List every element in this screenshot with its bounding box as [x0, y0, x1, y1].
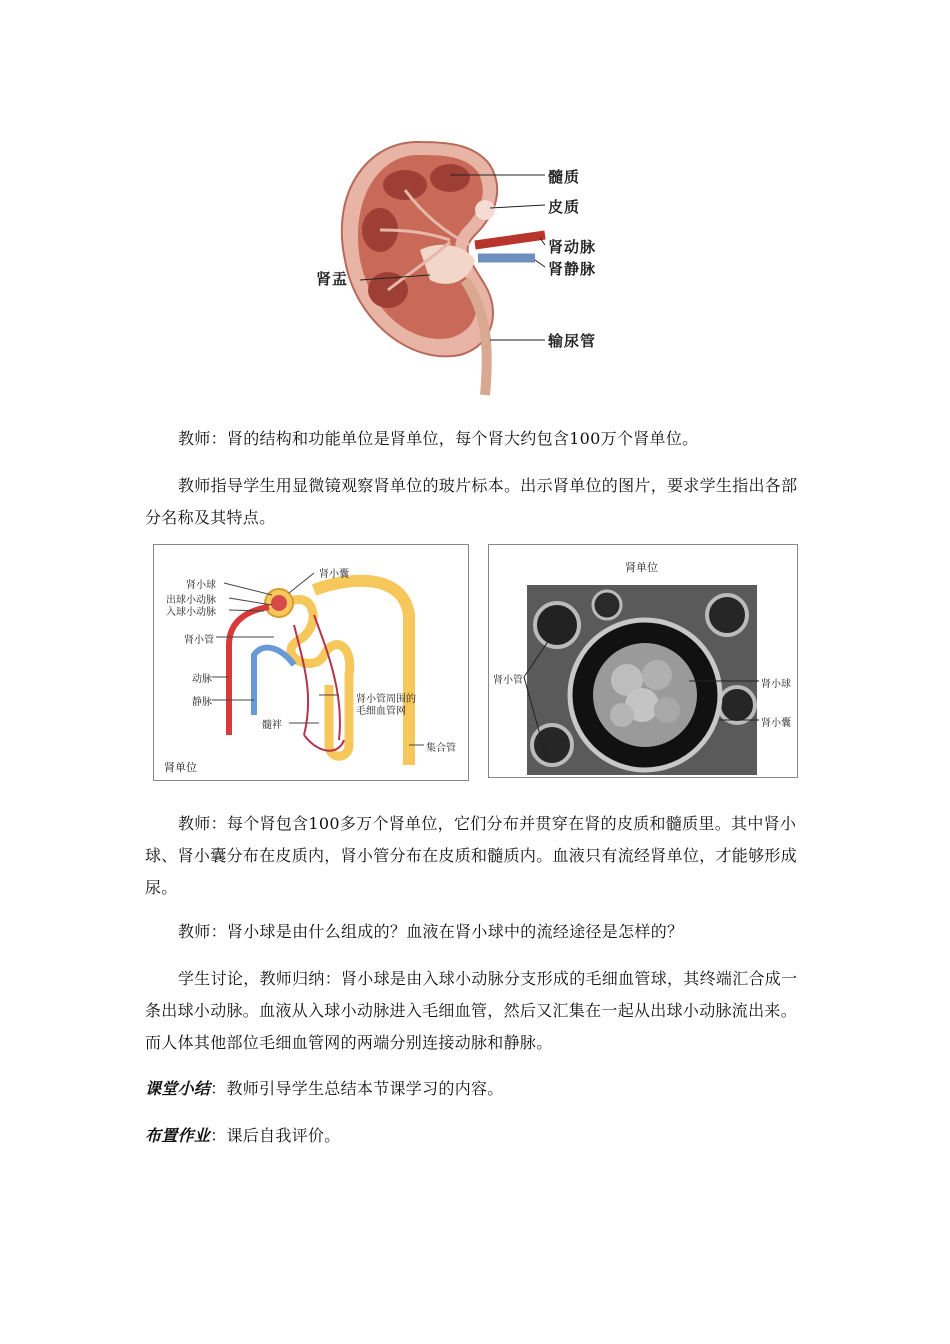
paragraph-3: 教师：每个肾包含100多万个肾单位，它们分布并贯穿在肾的皮质和髓质里。其中肾小球、肾小囊分布在皮质内，肾小管分布在皮质和髓质内。血液只有流经肾单位，才能够形成尿。	[145, 814, 798, 897]
paragraph-1: 教师：肾的结构和功能单位是肾单位，每个肾大约包含100万个肾单位。	[178, 429, 699, 448]
label-renal-vein: 肾静脉	[548, 260, 597, 278]
label-medulla: 髓质	[548, 168, 581, 186]
summary-text: ：教师引导学生总结本节课学习的内容。	[210, 1079, 504, 1098]
paragraph-4: 教师：肾小球是由什么组成的？血液在肾小球中的流经途径是怎样的？	[178, 922, 684, 941]
homework-line	[145, 1120, 805, 1152]
label-cortex: 皮质	[548, 198, 581, 216]
label-vein: 静脉	[192, 697, 212, 708]
label-renal-artery: 肾动脉	[548, 238, 597, 256]
homework-label: 布置作业	[145, 1126, 211, 1145]
label-capillary-net-2: 毛细血管网	[356, 706, 406, 717]
label-efferent-arteriole: 出球小动脉	[166, 595, 216, 606]
paragraph-5: 学生讨论，教师归纳：肾小球是由入球小动脉分支形成的毛细血管球，其终端汇合成一条出球小动脉。血液从入球小动脉进入毛细血管，然后又汇集在一起从出球小动脉流出来。而人体其他部位毛细血管网的两端分别连接动脉和静脉。	[145, 969, 798, 1052]
micrograph-leader-lines	[489, 545, 797, 777]
summary-label: 课堂小结	[145, 1079, 211, 1098]
summary-line	[145, 1073, 805, 1105]
label-ureter: 输尿管	[548, 332, 597, 350]
nephron-diagram-caption: 肾单位	[164, 761, 197, 774]
nephron-micrograph-panel	[488, 544, 798, 778]
homework-text: ：课后自我评价。	[210, 1126, 341, 1145]
label-capillary-net-1: 肾小管周围的	[356, 694, 416, 705]
micro-label-capsule: 肾小囊	[761, 718, 791, 729]
label-tubule: 肾小管	[184, 635, 214, 646]
paragraph-2: 教师指导学生用显微镜观察肾单位的玻片标本。出示肾单位的图片，要求学生指出各部分名称及其特点。	[145, 476, 798, 527]
label-collecting-duct: 集合管	[426, 743, 456, 754]
nephron-diagram-panel	[153, 544, 469, 781]
micro-label-tubule: 肾小管	[493, 675, 523, 686]
label-glomerulus: 肾小球	[186, 580, 216, 591]
micrograph-title: 肾单位	[625, 561, 658, 574]
label-artery: 动脉	[192, 674, 212, 685]
micro-label-glomerulus: 肾小球	[761, 679, 791, 690]
label-renal-pelvis: 肾盂	[316, 270, 349, 288]
label-loop: 髓袢	[262, 720, 282, 731]
label-capsule: 肾小囊	[319, 569, 349, 580]
label-afferent-arteriole: 入球小动脉	[166, 607, 216, 618]
